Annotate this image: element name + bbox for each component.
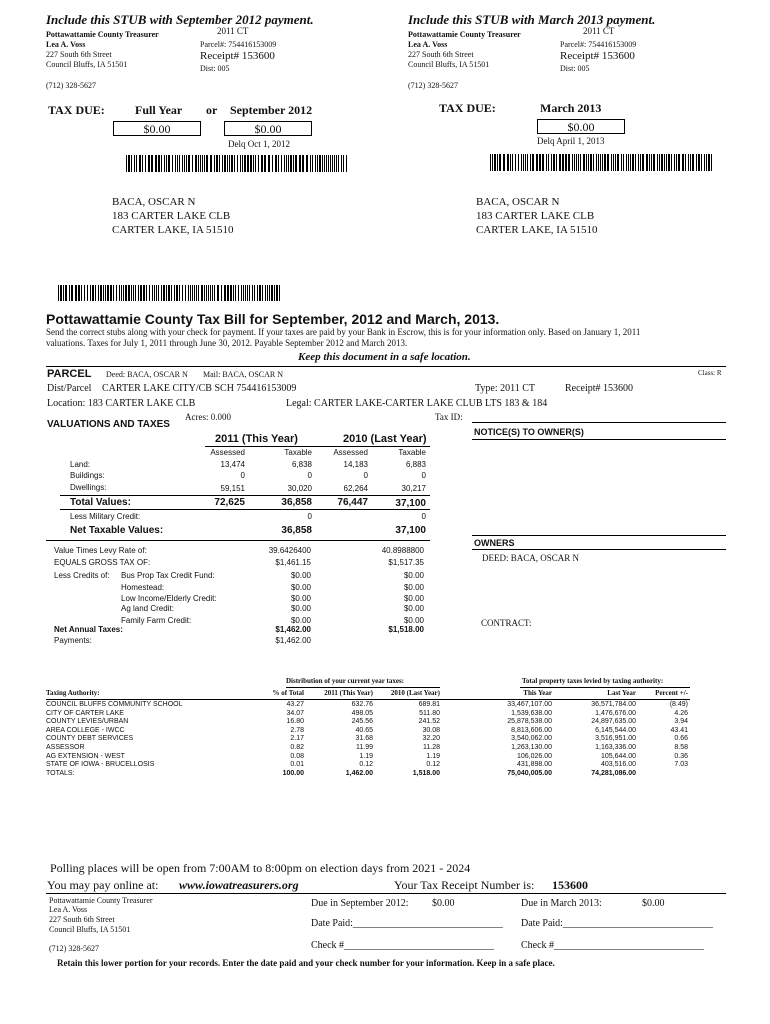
dist-header-right-line	[520, 687, 690, 688]
dist-cell: 106,026.00	[516, 752, 552, 760]
credit-v2: $0.00	[403, 594, 424, 603]
stub-right-parcel: Parcel#: 754416153009	[560, 40, 637, 49]
stub-right-treasurer-title: Pottawattamie County Treasurer	[408, 30, 521, 39]
col-assessed-1: Assessed	[210, 448, 245, 457]
credit-v1: $0.00	[290, 583, 311, 592]
stub-right-year: 2011 CT	[583, 26, 615, 36]
stub-left-owner-name: BACA, OSCAR N	[112, 196, 196, 208]
owners-top-line	[472, 535, 726, 536]
dist-cell: 245.56	[351, 718, 373, 726]
total-values-label: Total Values:	[70, 497, 131, 508]
val-cell: 0	[421, 471, 426, 480]
col-taxable-1: Taxable	[284, 448, 312, 457]
stub-left-tax-due-label: TAX DUE:	[48, 103, 105, 117]
notice-label: NOTICE(S) TO OWNER(S)	[474, 427, 584, 437]
bill-title: Pottawattamie County Tax Bill for September, 2012 and March, 2013.	[46, 311, 500, 327]
dist-cell: 511.80	[419, 709, 440, 717]
gross-tax-1: $1,461.15	[275, 558, 311, 567]
parcel-deed: Deed: BACA, OSCAR N	[106, 370, 188, 379]
stub-right-owner-addr2: CARTER LAKE, IA 51510	[476, 224, 598, 236]
stub-right-address1: 227 South 6th Street	[408, 50, 474, 59]
parcel-label: PARCEL	[47, 368, 92, 380]
stub-left-owner-addr1: 183 CARTER LAKE CLB	[112, 210, 231, 222]
due-march-label: Due in March 2013:	[521, 898, 602, 909]
credit-label: Low Income/Elderly Credit:	[121, 594, 217, 603]
payments-label: Payments:	[54, 636, 92, 645]
due-sept-label: Due in September 2012:	[311, 898, 409, 909]
stub-right-treasurer-name: Lea A. Voss	[408, 40, 448, 49]
dist-cell: 11.28	[423, 744, 440, 751]
dist-cell: 1,462.00	[345, 769, 373, 777]
stub-right-receipt: Receipt# 153600	[560, 50, 635, 62]
gross-tax-label: EQUALS GROSS TAX OF:	[54, 558, 151, 567]
credit-label: Ag land Credit:	[121, 604, 174, 613]
year-header-line	[205, 446, 430, 447]
dist-cell: 1,263,130.00	[511, 744, 552, 751]
stub-left-year: 2011 CT	[217, 26, 249, 36]
military-label: Less Military Credit:	[70, 512, 141, 521]
stub-left-owner-addr2: CARTER LAKE, IA 51510	[112, 224, 234, 236]
credits-label: Less Credits of:	[54, 571, 110, 580]
total-t2: 37,100	[395, 498, 426, 509]
dist-cell: 632.76	[351, 701, 373, 708]
dist-parcel-value: CARTER LAKE CITY/CB SCH 754416153009	[102, 383, 297, 394]
dist-cell: 0.01	[290, 761, 304, 769]
stub-right-period-label: March 2013	[540, 101, 602, 115]
footer-treasurer-title: Pottawattamie County Treasurer	[49, 896, 153, 905]
footer-phone: (712) 328-5627	[49, 944, 99, 953]
val-row-label: Buildings:	[70, 471, 105, 480]
val-cell: 6,883	[405, 460, 426, 469]
net-annual-label: Net Annual Taxes:	[54, 625, 123, 634]
levy-rate-2: 40.8988800	[381, 546, 424, 555]
military-t1: 0	[307, 512, 312, 521]
stub-right-tax-due-label: TAX DUE:	[439, 101, 496, 115]
dist-authority-name: CITY OF CARTER LAKE	[46, 709, 124, 717]
dist-col-last: 2010 (Last Year)	[390, 689, 440, 697]
valuations-label: VALUATIONS AND TAXES	[47, 419, 170, 430]
credit-label: Bus Prop Tax Credit Fund:	[121, 571, 215, 580]
dist-cell: 1.19	[359, 752, 373, 760]
dist-cell: 431,898.00	[516, 761, 552, 769]
stub-left-address1: 227 South 6th Street	[46, 50, 112, 59]
total-line	[60, 495, 430, 496]
stub-left-treasurer-title: Pottawattamie County Treasurer	[46, 30, 159, 39]
stub-left-treasurer-name: Lea A. Voss	[46, 40, 86, 49]
col-assessed-2: Assessed	[333, 448, 368, 457]
receipt-number: 153600	[552, 878, 588, 892]
barcode-bar	[711, 154, 712, 171]
pay-online-label: You may pay online at:	[47, 878, 159, 892]
dist-cell: 100.00	[282, 769, 304, 777]
dist-cell: 6,145,544.00	[595, 726, 636, 734]
stub-left-phone: (712) 328-5627	[46, 81, 96, 90]
stub-left-barcode	[126, 155, 348, 172]
total-a1: 72,625	[214, 497, 245, 508]
dist-cell: 43.27	[286, 701, 304, 708]
dist-cell: 74,281,086.00	[591, 769, 636, 777]
net-t2: 37,100	[395, 525, 426, 536]
dist-cell: 4.26	[674, 709, 688, 717]
net-annual-1: $1,462.00	[275, 625, 311, 634]
dist-columns-line	[46, 699, 690, 700]
levy-rate-1: 39.6426400	[268, 546, 311, 555]
dist-cell: 36,571,784.00	[591, 701, 636, 708]
dist-authority-name: STATE OF IOWA - BRUCELLOSIS	[46, 761, 155, 769]
stub-left-period-amount: $0.00	[224, 121, 312, 136]
dist-cell: 1.19	[426, 752, 440, 760]
bill-intro-2: valuations. Taxes for July 1, 2011 through June 30, 2012. Payable September 2012 and March 2013.	[46, 338, 408, 348]
military-line	[60, 509, 430, 510]
dist-cell: 3,540,062.00	[511, 735, 552, 743]
bill-keep-safe: Keep this document in a safe location.	[298, 351, 471, 363]
dist-cell: 0.36	[674, 752, 688, 760]
owners-contract: CONTRACT:	[481, 618, 532, 628]
dist-authority-name: COUNTY DEBT SERVICES	[46, 735, 134, 743]
dist-cell: 0.66	[674, 735, 688, 743]
val-row-label: Dwellings:	[70, 483, 107, 492]
dist-cell: 0.82	[290, 744, 304, 751]
dist-cell: 3.94	[674, 718, 688, 726]
credit-v2: $0.00	[403, 616, 424, 625]
barcode-bar	[280, 285, 282, 301]
owners-bottom-line	[472, 549, 726, 550]
total-t1: 36,858	[281, 497, 312, 508]
footer-address1: 227 South 6th Street	[49, 915, 115, 924]
parcel-legal: Legal: CARTER LAKE-CARTER LAKE CLUB LTS 183 & 184	[286, 398, 548, 409]
barcode-bar	[347, 155, 348, 172]
dist-cell: 8,813,606.00	[511, 726, 552, 734]
dist-cell: 24,897,635.00	[591, 718, 636, 726]
pay-online-link[interactable]: www.iowatreasurers.org	[179, 878, 299, 892]
dist-cell: 11.99	[356, 744, 373, 751]
stub-right-dist: Dist: 005	[560, 64, 590, 73]
footer-treasurer-name: Lea A. Voss	[49, 905, 88, 914]
stub-right-heading: Include this STUB with March 2013 payment.	[408, 12, 656, 27]
date-paid-sept[interactable]: Date Paid:______________________________	[311, 918, 503, 929]
dist-header-right: Total property taxes levied by taxing authority:	[522, 677, 664, 685]
dist-col-levied-this: This Year	[523, 689, 552, 697]
stub-right-barcode	[490, 154, 712, 171]
stub-left-heading: Include this STUB with September 2012 payment.	[46, 12, 314, 27]
credit-v1: $0.00	[290, 604, 311, 613]
dist-cell: 0.08	[290, 752, 304, 760]
notice-top-line	[472, 422, 726, 423]
dist-cell: 689.81	[418, 701, 440, 708]
gross-tax-2: $1,517.35	[388, 558, 424, 567]
year-last-header: 2010 (Last Year)	[343, 433, 427, 445]
dist-authority-name: AG EXTENSION - WEST	[46, 752, 125, 760]
val-cell: 0	[307, 471, 312, 480]
stub-left-address2: Council Bluffs, IA 51501	[46, 60, 128, 69]
dist-header-left-line	[286, 687, 440, 688]
dist-authority-name: ASSESSOR	[46, 744, 85, 751]
stub-right-period-amount: $0.00	[537, 119, 625, 134]
dist-cell: 16.80	[286, 718, 304, 726]
dist-authority-name: AREA COLLEGE - IWCC	[46, 726, 125, 734]
dist-cell: 2.78	[290, 726, 304, 734]
dist-authority-name: TOTALS:	[46, 769, 75, 777]
owners-deed: DEED: BACA, OSCAR N	[482, 553, 580, 563]
dist-cell: 2.17	[290, 735, 304, 743]
year-this-header: 2011 (This Year)	[215, 433, 298, 445]
dist-cell: 1,163,336.00	[595, 744, 636, 751]
net-taxable-label: Net Taxable Values:	[70, 525, 164, 536]
payments-1: $1,462.00	[275, 636, 311, 645]
retain-notice: Retain this lower portion for your records. Enter the date paid and your check number for your information. Keep in a safe place.	[57, 958, 555, 968]
stub-left-receipt: Receipt# 153600	[200, 50, 275, 62]
parcel-class: Class: R	[698, 369, 722, 377]
credit-v1: $0.00	[290, 594, 311, 603]
dist-cell: 43.41	[670, 726, 688, 734]
owners-label: OWNERS	[474, 538, 515, 548]
notice-bottom-line	[472, 439, 726, 440]
stub-right-owner-name: BACA, OSCAR N	[476, 196, 560, 208]
val-cell: 6,838	[291, 460, 312, 469]
military-t2: 0	[421, 512, 426, 521]
stub-right-delq: Delq April 1, 2013	[537, 136, 605, 146]
levy-rate-label: Value Times Levy Rate of:	[54, 546, 147, 555]
receipt-number-label: Your Tax Receipt Number is:	[394, 878, 535, 892]
val-cell: 62,264	[343, 484, 368, 493]
dist-cell: 7.03	[674, 761, 688, 769]
dist-cell: 25,878,538.00	[507, 718, 552, 726]
dist-cell: 1,476,676.00	[595, 709, 636, 717]
credit-v1: $0.00	[290, 571, 311, 580]
date-paid-march[interactable]: Date Paid:______________________________	[521, 918, 713, 929]
dist-cell: 32.20	[422, 735, 440, 743]
parcel-location: Location: 183 CARTER LAKE CLB	[47, 398, 196, 409]
dist-cell: 75,040,005.00	[507, 769, 552, 777]
levy-line	[46, 540, 430, 541]
credit-label: Homestead:	[121, 583, 165, 592]
parcel-receipt: Receipt# 153600	[565, 383, 634, 394]
val-row-label: Land:	[70, 460, 91, 469]
stub-right-owner-addr1: 183 CARTER LAKE CLB	[476, 210, 595, 222]
stub-left-delq: Delq Oct 1, 2012	[228, 139, 290, 149]
col-taxable-2: Taxable	[398, 448, 426, 457]
val-cell: 30,020	[287, 484, 312, 493]
val-cell: 0	[363, 471, 368, 480]
polling-notice: Polling places will be open from 7:00AM to 8:00pm on election days from 2021 - 2024	[50, 861, 471, 875]
dist-col-pct: % of Total	[272, 689, 304, 697]
dist-cell: 1,518.00	[412, 769, 440, 777]
stub-left-or-label: or	[206, 103, 218, 117]
dist-cell: (8.49)	[669, 701, 688, 708]
val-cell: 13,474	[220, 460, 245, 469]
dist-col-percent: Percent +/-	[655, 689, 688, 697]
dist-parcel-label: Dist/Parcel	[47, 383, 92, 394]
dist-cell: 241.52	[418, 718, 440, 726]
bill-divider	[46, 366, 726, 367]
dist-col-levied-last: Last Year	[607, 689, 636, 697]
dist-cell: 33,467,107.00	[507, 701, 552, 708]
dist-cell: 3,516,951.00	[595, 735, 636, 743]
dist-cell: 403,516.00	[600, 761, 636, 769]
dist-cell: 0.12	[359, 761, 373, 769]
val-cell: 14,183	[343, 460, 368, 469]
dist-cell: 498.05	[351, 709, 373, 717]
credit-v2: $0.00	[403, 604, 424, 613]
footer-divider	[46, 893, 726, 894]
dist-cell: 1,539,638.00	[511, 709, 552, 717]
check-number-sept[interactable]: Check #______________________________	[311, 940, 495, 951]
stub-left-parcel: Parcel#: 754416153009	[200, 40, 277, 49]
stub-left-full-year-amount: $0.00	[113, 121, 201, 136]
check-number-march[interactable]: Check #______________________________	[521, 940, 705, 951]
bill-barcode	[58, 285, 282, 301]
net-t1: 36,858	[281, 525, 312, 536]
parcel-type: Type: 2011 CT	[475, 383, 536, 394]
val-cell: 30,217	[401, 484, 426, 493]
net-annual-2: $1,518.00	[388, 625, 424, 634]
dist-col-authority: Taxing Authority:	[46, 689, 100, 697]
stub-left-dist: Dist: 005	[200, 64, 230, 73]
stub-left-full-year-label: Full Year	[135, 103, 183, 117]
val-cell: 59,151	[220, 484, 245, 493]
parcel-mail: Mail: BACA, OSCAR N	[203, 370, 284, 379]
bill-intro-1: Send the correct stubs along with your check for payment. If your taxes are paid by your Bank in Escrow, this is for your information only. Based on January 1, 2011	[46, 327, 641, 337]
credit-label: Family Farm Credit:	[121, 616, 192, 625]
dist-cell: 34.07	[286, 709, 304, 717]
parcel-tax-id: Tax ID:	[435, 412, 463, 422]
dist-header-left: Distribution of your current year taxes:	[286, 677, 405, 685]
credit-v2: $0.00	[403, 571, 424, 580]
stub-right-phone: (712) 328-5627	[408, 81, 458, 90]
val-cell: 0	[240, 471, 245, 480]
credit-v2: $0.00	[403, 583, 424, 592]
total-a2: 76,447	[337, 497, 368, 508]
due-sept-amount: $0.00	[432, 898, 455, 909]
dist-authority-name: COUNCIL BLUFFS COMMUNITY SCHOOL	[46, 701, 183, 708]
dist-cell: 105,644.00	[600, 752, 636, 760]
due-march-amount: $0.00	[642, 898, 665, 909]
stub-right-address2: Council Bluffs, IA 51501	[408, 60, 490, 69]
dist-cell: 0.12	[426, 761, 440, 769]
dist-col-this: 2011 (This Year)	[324, 689, 373, 697]
dist-authority-name: COUNTY LEVIES/URBAN	[46, 718, 129, 726]
dist-cell: 31.68	[355, 735, 373, 743]
credit-v1: $0.00	[290, 616, 311, 625]
stub-left-period-label: September 2012	[230, 103, 313, 117]
dist-cell: 8.58	[674, 744, 688, 751]
dist-cell: 40.65	[355, 726, 373, 734]
parcel-acres: Acres: 0.000	[185, 412, 231, 422]
footer-address2: Council Bluffs, IA 51501	[49, 925, 131, 934]
dist-cell: 30.08	[422, 726, 440, 734]
